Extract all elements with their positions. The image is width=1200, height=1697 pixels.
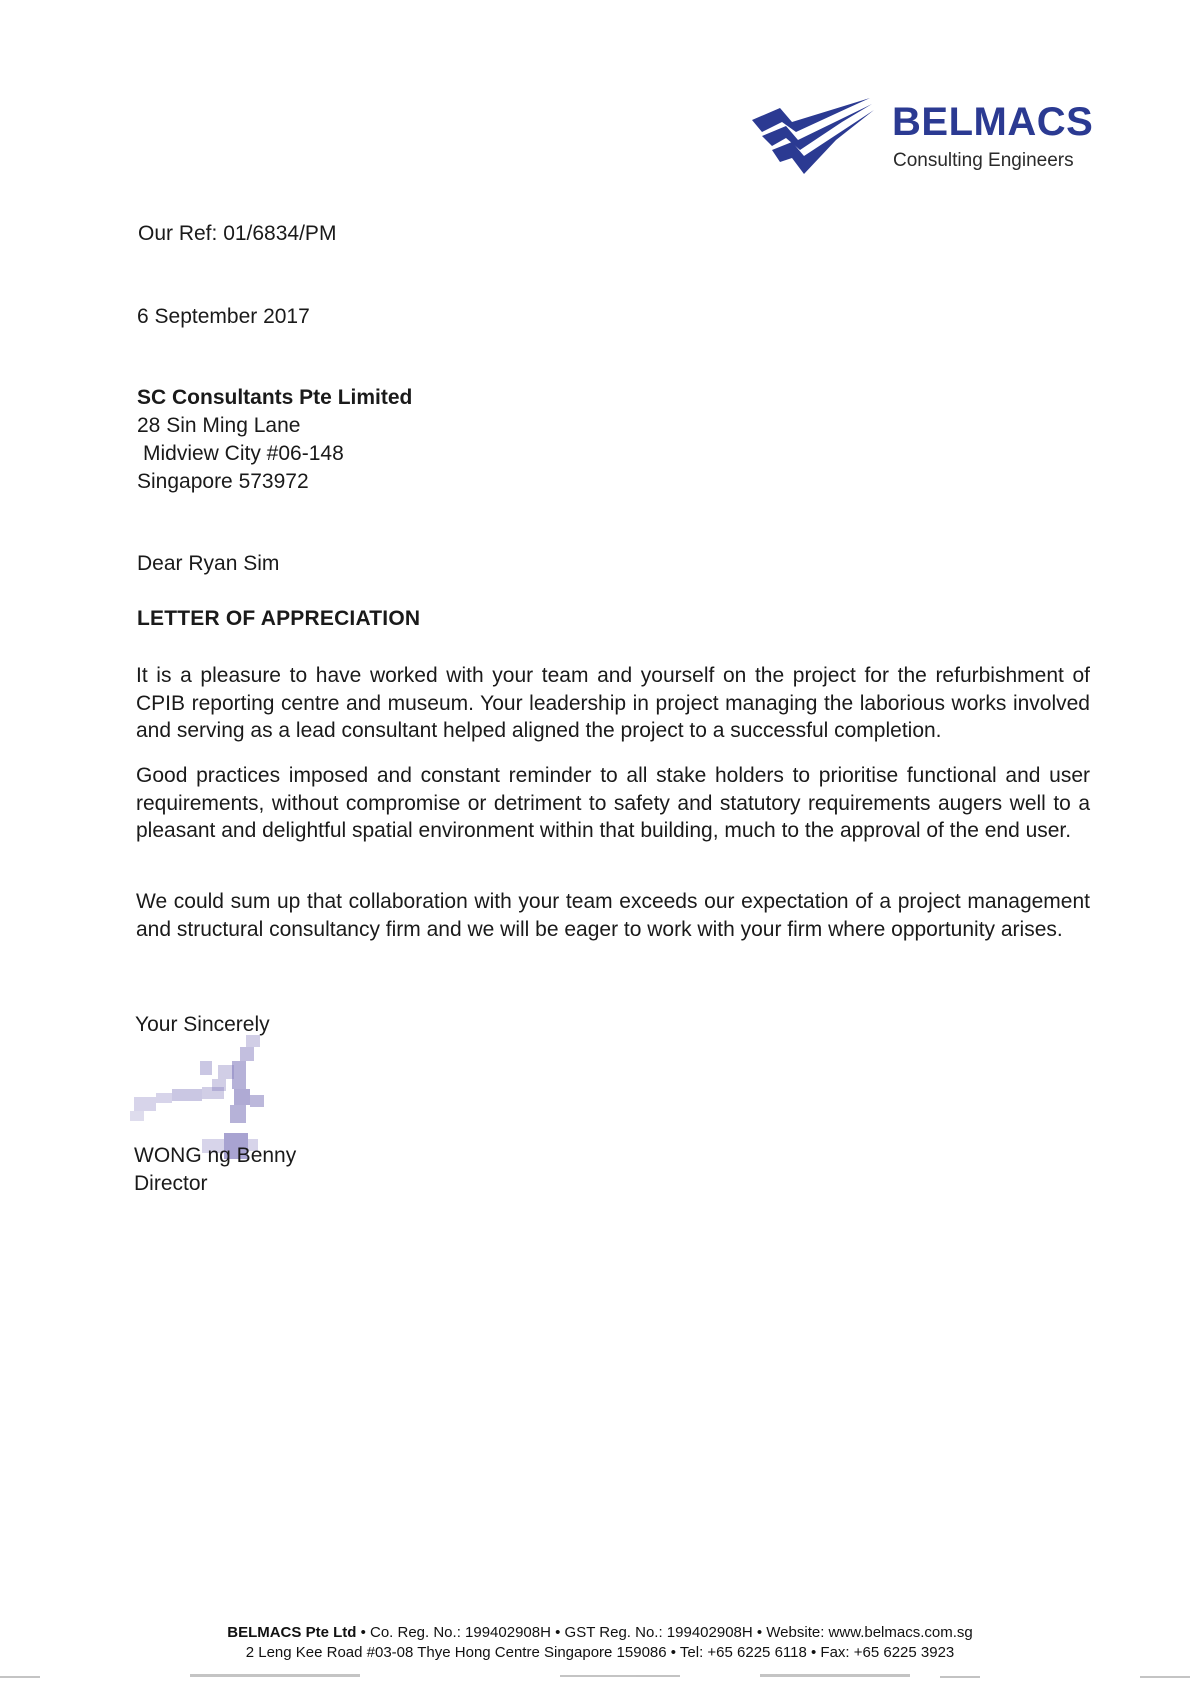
body-paragraph-3: We could sum up that collaboration with your team exceeds our expectation of a project management and structural consultancy firm and we will be eager to work with your firm where opportunity arises.: [136, 890, 1090, 941]
closing: Your Sincerely: [135, 1013, 270, 1036]
recipient-address-line3: Singapore 573972: [137, 470, 309, 493]
recipient-company: SC Consultants Pte Limited: [137, 386, 413, 409]
body-paragraph-1: It is a pleasure to have worked with your team and yourself on the project for the refurbishment of CPIB reporting centre and museum. Your leadership in project managing the laborious works involved and serving as a lead consultant helped aligned the project to a successful completion.: [136, 664, 1090, 742]
footer-address-line: 2 Leng Kee Road #03-08 Thye Hong Centre Singapore 159086 • Tel: +65 6225 6118 • Fax: +65 6225 3923: [245, 1644, 955, 1661]
signatory-title: Director: [134, 1172, 208, 1195]
signatory-name: WONG ng Benny: [134, 1144, 297, 1167]
recipient-address-line2: Midview City #06-148: [143, 442, 344, 465]
letter-subject: LETTER OF APPRECIATION: [137, 607, 421, 630]
brand-tagline: Consulting Engineers: [893, 150, 1074, 171]
letterhead-logo: [752, 98, 1102, 182]
salutation: Dear Ryan Sim: [137, 552, 280, 575]
footer-registration-details: • Co. Reg. No.: 199402908H • GST Reg. No.: 199402908H • Website: www.belmacs.com.sg: [356, 1624, 973, 1641]
body-paragraph-2: Good practices imposed and constant reminder to all stake holders to prioritise functional and user requirements, without compromise or detriment to safety and statutory requirements augers well to a pleasant and delightful spatial environment within that building, much to the approval of the end user.: [136, 764, 1090, 842]
scan-artifact-strip: [0, 1668, 1200, 1688]
footer-registration-line: [0, 1624, 1200, 1641]
recipient-address-line1: 28 Sin Ming Lane: [137, 414, 301, 437]
reference-number: Our Ref: 01/6834/PM: [138, 222, 337, 245]
footer-company-name: BELMACS Pte Ltd: [227, 1624, 357, 1641]
belmacs-chevron-logo-icon: [752, 98, 882, 182]
letter-date: 6 September 2017: [137, 305, 310, 328]
brand-name: BELMACS: [892, 100, 1094, 144]
